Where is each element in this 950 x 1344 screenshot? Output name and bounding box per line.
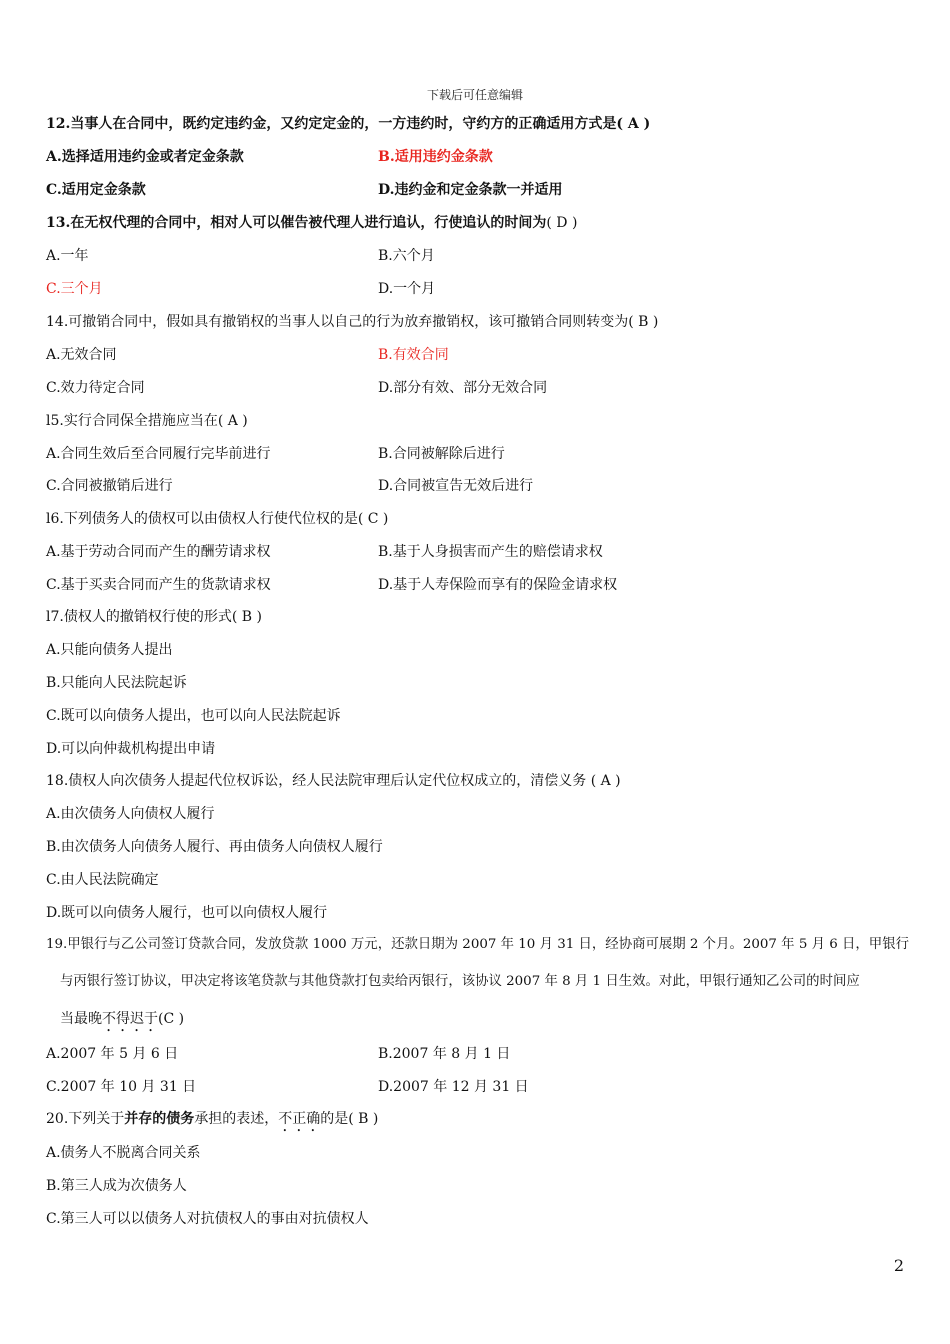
question-12-option-b: B.适用违约金条款	[378, 149, 493, 165]
page-header: 下载后可任意编辑	[426, 88, 523, 102]
question-14-option-d: D.部分有效、部分无效合同	[378, 380, 548, 396]
question-15-stem: l5.实行合同保全措施应当在( A )	[46, 413, 248, 429]
question-17-option-d: D.可以向仲裁机构提出申请	[46, 741, 216, 757]
page-number: 2	[893, 1256, 904, 1275]
question-20-option-c: C.第三人可以以债务人对抗债权人的事由对抗债权人	[46, 1211, 369, 1227]
question-13-option-c: C.三个月	[46, 281, 103, 297]
question-20-stem-pre: 20.下列关于	[46, 1111, 125, 1127]
question-18-option-c: C.由人民法院确定	[46, 872, 159, 888]
question-15-option-b: B.合同被解除后进行	[378, 446, 505, 462]
question-19-answer: (C )	[158, 1011, 185, 1027]
question-13-option-a: A.一年	[46, 248, 89, 264]
question-18-option-b: B.由次债务人向债务人履行、再由债务人向债权人履行	[46, 839, 383, 855]
question-12-option-a: A.选择适用违约金或者定金条款	[46, 149, 244, 165]
question-16-option-c: C.基于买卖合同而产生的货款请求权	[46, 577, 271, 593]
question-16-option-b: B.基于人身损害而产生的赔偿请求权	[378, 544, 603, 560]
question-17-option-c: C.既可以向债务人提出，也可以向人民法院起诉	[46, 708, 341, 724]
question-20-bold: 并存的债务	[124, 1111, 195, 1127]
question-13-stem-row	[46, 213, 577, 233]
question-17-option-a: A.只能向债务人提出	[46, 642, 173, 658]
question-15-option-a: A.合同生效后至合同履行完毕前进行	[46, 446, 271, 462]
question-17-stem: l7.债权人的撤销权行使的形式( B )	[46, 609, 262, 625]
question-16-option-a: A.基于劳动合同而产生的酬劳请求权	[46, 544, 271, 560]
question-16-stem: l6.下列债务人的债权可以由债权人行使代位权的是( C )	[46, 511, 389, 527]
question-20-option-b: B.第三人成为次债务人	[46, 1178, 187, 1194]
question-12-option-c: C.适用定金条款	[46, 182, 146, 198]
question-12-stem: 12.当事人在合同中，既约定违约金，又约定定金的，一方违约时，守约方的正确适用方式是( A )	[46, 116, 651, 132]
question-13-answer: ( D )	[546, 215, 578, 231]
question-19-option-a: A.2007 年 5 月 6 日	[46, 1046, 179, 1062]
question-20-stem-mid: 承担的表述，	[194, 1111, 279, 1127]
question-13-option-d: D.一个月	[378, 281, 436, 297]
question-19-option-c: C.2007 年 10 月 31 日	[46, 1079, 197, 1095]
question-13-option-b: B.六个月	[378, 248, 435, 264]
question-15-option-d: D.合同被宣告无效后进行	[378, 478, 534, 494]
question-19-stem-pre: 当最晚	[60, 1011, 102, 1027]
question-19-stem-line-3	[60, 1009, 184, 1035]
question-17-option-b: B.只能向人民法院起诉	[46, 675, 187, 691]
question-14-stem: 14.可撤销合同中，假如具有撤销权的当事人以自己的行为放弃撤销权，该可撤销合同则转变为( B )	[46, 314, 659, 330]
question-16-option-d: D.基于人寿保险而享有的保险金请求权	[378, 577, 618, 593]
question-14-option-a: A.无效合同	[46, 347, 117, 363]
question-18-stem: 18.债权人向次债务人提起代位权诉讼，经人民法院审理后认定代位权成立的，清偿义务 ( A )	[46, 773, 621, 789]
question-19-option-b: B.2007 年 8 月 1 日	[378, 1046, 511, 1062]
question-20-emphasis: 不正确	[278, 1111, 321, 1127]
question-19-option-d: D.2007 年 12 月 31 日	[378, 1079, 529, 1095]
question-20-answer: 的是( B )	[320, 1111, 379, 1127]
question-20-stem	[46, 1109, 378, 1135]
question-19-stem-line-1: 19.甲银行与乙公司签订贷款合同，发放贷款 1000 万元，还款日期为 2007 年 10 月 31 日，经协商可展期 2 个月。2007 年 5 月 6 日，甲银行	[46, 937, 909, 952]
question-20-option-a: A.债务人不脱离合同关系	[46, 1145, 201, 1161]
question-15-option-c: C.合同被撤销后进行	[46, 478, 173, 494]
question-14-option-c: C.效力待定合同	[46, 380, 145, 396]
question-19-emphasis: 不得迟于	[102, 1011, 158, 1027]
question-18-option-d: D.既可以向债务人履行，也可以向债权人履行	[46, 905, 328, 921]
question-12-option-d: D.违约金和定金条款一并适用	[378, 182, 563, 198]
question-19-stem-line-2: 与丙银行签订协议，甲决定将该笔贷款与其他贷款打包卖给丙银行，该协议 2007 年 8 月 1 日生效。对此，甲银行通知乙公司的时间应	[60, 974, 860, 989]
question-14-option-b: B.有效合同	[378, 347, 449, 363]
question-13-stem: 13.在无权代理的合同中，相对人可以催告被代理人进行追认，行使追认的时间为	[46, 215, 547, 231]
question-18-option-a: A.由次债务人向债权人履行	[46, 806, 215, 822]
